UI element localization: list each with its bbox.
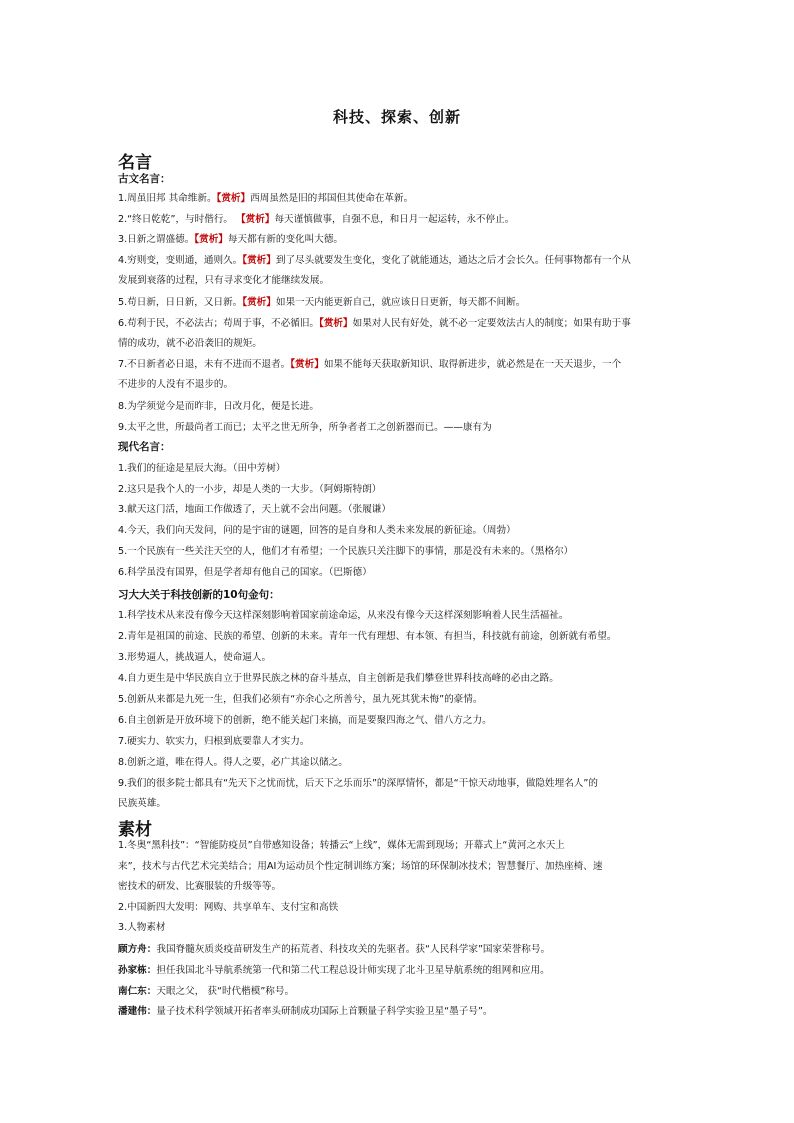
- ancient-line: 发展到衰落的过程，只有寻求变化才能继续发展。: [118, 275, 330, 286]
- xi-line: 5.创新从来都是九死一生，但我们必须有“亦余心之所善兮，虽九死其犹未悔”的豪情。: [118, 694, 483, 705]
- ancient-line: 1.周虽旧邦 其命维新。【赏析】西周虽然是旧的邦国但其使命在革新。: [118, 193, 414, 204]
- ancient-line: 8.为学须觉今是而昨非，日改月化，便是长进。: [118, 401, 320, 412]
- person-entry: 潘建伟：量子技术科学领域开拓者率头研制成功国际上首颗量子科学实验卫星“墨子号”。: [118, 1006, 493, 1017]
- person-name: 南仁东：: [118, 986, 157, 997]
- ancient-line: 6.苟利于民，不必法古；苟周于事，不必循旧。【赏析】如果对人民有好处，就不必一定要效法古人的制度；如果有助于事: [118, 318, 631, 329]
- xi-line: 4.自力更生是中华民族自立于世界民族之林的奋斗基点，自主创新是我们攀登世界科技高峰的必由之路。: [118, 673, 559, 684]
- subheading-ancient: 古文名言：: [118, 173, 171, 185]
- person-entry: 南仁东：天眼之父， 获“时代楷模”称号。: [118, 986, 295, 997]
- ancient-line: 5.苟日新，日日新，又日新。【赏析】如果一天内能更新自己，就应该日日更新，每天都不间断。: [118, 297, 526, 308]
- modern-line: 3.献天这门活，地面工作做透了，天上就不会出问题。（张履谦）: [118, 504, 391, 515]
- ancient-line: 情的成功，就不必沿袭旧的规矩。: [118, 338, 262, 349]
- material-line: 密技术的研发、比赛服装的升级等等。: [118, 881, 282, 892]
- ancient-line: 2.“终日乾乾”，与时偕行。 【赏析】每天谨慎做事，自强不息，和日月一起运转，永不停止。: [118, 214, 515, 225]
- xi-line: 6.自主创新是开放环境下的创新，绝不能关起门来搞，而是要聚四海之气、借八方之力。: [118, 715, 492, 726]
- ancient-line: 3.日新之谓盛德。【赏析】每天都有新的变化叫大德。: [118, 234, 344, 245]
- ancient-line: 不进步的人没有不退步的。: [118, 379, 234, 390]
- xi-line: 2.青年是祖国的前途、民族的希望、创新的未来。青年一代有理想、有本领、有担当，科技就有前途，创新就有希望。: [118, 631, 617, 642]
- person-entry: 顾方舟：我国脊髓灰质炎疫苗研发生产的拓荒者、科技攻关的先驱者。获“人民科学家”国家荣誉称号。: [118, 944, 551, 955]
- subheading-modern: 现代名言：: [118, 441, 171, 453]
- ancient-line: 7.不日新者必日退，未有不进而不退者。【赏析】如果不能每天获取新知识、取得新进步，就必然是在一天天退步，一个: [118, 359, 622, 370]
- person-name: 顾方舟：: [118, 944, 157, 955]
- xi-line: 3.形势逼人，挑战逼人，使命逼人。: [118, 652, 272, 663]
- xi-line: 8.创新之道，唯在得人。得人之要，必广其途以储之。: [118, 757, 348, 768]
- modern-line: 6.科学虽没有国界，但是学者却有他自己的国家。（巴斯德）: [118, 567, 372, 578]
- ancient-line: 9.太平之世，所最尚者工而已；太平之世无所争，所争者者工之创新器而已。——康有为: [118, 422, 492, 433]
- ancient-line: 4.穷则变，变则通，通则久。【赏析】到了尽头就要发生变化，变化了就能通达，通达之后才会长久。任何事物都有一个从: [118, 255, 631, 266]
- section-heading-quotes: 名言: [118, 153, 152, 173]
- xi-line: 民族英雄。: [118, 798, 166, 809]
- modern-line: 5.一个民族有一些关注天空的人，他们才有希望；一个民族只关注脚下的事情，那是没有未来的。（黑格尔）: [118, 546, 574, 557]
- xi-line: 1.科学技术从来没有像今天这样深刻影响着国家前途命运，从来没有像今天这样深刻影响着人民生活福祉。: [118, 610, 569, 621]
- modern-line: 1.我们的征途是星辰大海。（田中芳树）: [118, 463, 286, 474]
- material-line: 2.中国新四大发明：网购、共享单车、支付宝和高铁: [118, 902, 339, 913]
- subheading-xi: 习大大关于科技创新的10句金句：: [118, 589, 280, 601]
- person-name: 孙家栋：: [118, 965, 157, 976]
- material-line: 1.冬奥“黑科技”：“智能防疫员”自带感知设备；转播云“上线”，媒体无需到现场；开幕式上“黄河之水天上: [118, 840, 565, 851]
- section-heading-material: 素材: [118, 820, 152, 840]
- modern-line: 2.这只是我个人的一小步，却是人类的一大步。（阿姆斯特朗）: [118, 484, 382, 495]
- material-line: 来”，技术与古代艺术完美结合；用AI为运动员个性定制训练方案；场馆的环保制冰技术；智慧餐厅、加热座椅、速: [118, 861, 603, 872]
- modern-line: 4.今天，我们向天发问，问的是宇宙的谜题，回答的是自身和人类未来发展的新征途。（周勃）: [118, 525, 516, 536]
- xi-line: 7.硬实力、软实力，归根到底要靠人才实力。: [118, 736, 310, 747]
- page-title: 科技、探索、创新: [332, 108, 461, 126]
- xi-line: 9.我们的很多院士都具有“先天下之忧而忧，后天下之乐而乐”的深厚情怀，都是“干惊天动地事，做隐姓埋名人”的: [118, 778, 598, 789]
- person-name: 潘建伟：: [118, 1006, 157, 1017]
- material-line: 3.人物素材: [118, 922, 166, 933]
- person-entry: 孙家栋：担任我国北斗导航系统第一代和第二代工程总设计师实现了北斗卫星导航系统的组网和应用。: [118, 965, 550, 976]
